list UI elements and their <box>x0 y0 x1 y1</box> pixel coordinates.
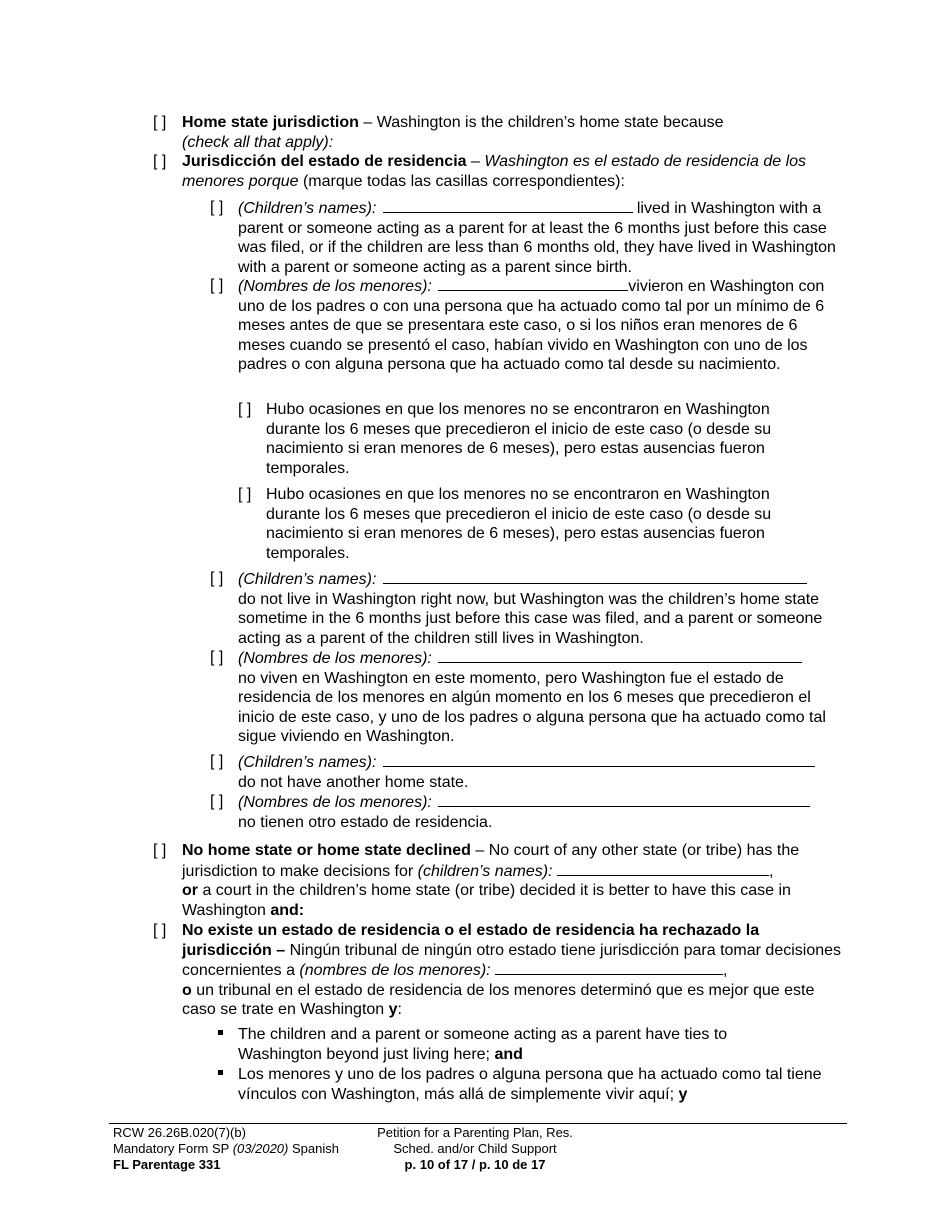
absence-2-item <box>238 485 818 563</box>
bullet-item <box>238 1065 838 1104</box>
no-home-state-en-text1: – No court of any other state (or tribe) has the jurisdiction to make decisions for <box>182 842 800 880</box>
o-label: o <box>182 981 192 999</box>
children-names-label: (Children’s names): <box>238 754 377 771</box>
checkbox[interactable]: [ ] <box>153 114 167 131</box>
lived-es-item <box>210 276 830 375</box>
menores-names-blank[interactable] <box>438 792 810 807</box>
footer-form-id: FL Parentage 331 <box>113 1157 221 1172</box>
checkbox[interactable]: [ ] <box>210 753 224 770</box>
checkbox[interactable]: [ ] <box>153 842 167 859</box>
footer-divider <box>109 1123 847 1124</box>
home-state-en-title: Home state jurisdiction <box>182 114 359 131</box>
comma: , <box>768 862 774 880</box>
menores-names-label: (Nombres de los menores): <box>238 794 432 811</box>
footer-rcw: RCW 26.26B.020(7)(b) <box>113 1125 246 1140</box>
menores-names-blank[interactable] <box>438 648 802 663</box>
footer-form-suffix: Spanish <box>288 1141 339 1156</box>
absence-2-text: Hubo ocasiones en que los menores no se encontraron en Washington durante los 6 meses que precedieron el inicio de este caso (o desde su nacimiento si eran menores de 6 meses), pero estas ausencias fueron temporales. <box>266 486 772 562</box>
absence-1-item <box>238 400 818 478</box>
no-other-es-item <box>210 792 840 832</box>
menores-names-blank[interactable] <box>438 276 628 291</box>
footer-form-prefix: Mandatory Form SP <box>113 1141 233 1156</box>
home-state-en-text: – Washington is the children’s home state because <box>358 114 724 131</box>
home-state-es-dash: – <box>466 153 485 170</box>
and-label: and: <box>270 901 305 919</box>
y-label: y <box>388 1001 398 1019</box>
checkbox[interactable]: [ ] <box>210 277 224 294</box>
footer-center <box>355 1125 595 1173</box>
no-home-state-es-title: No existe un estado de residencia o el estado de residencia ha rechazado la jurisdicción – <box>182 922 760 959</box>
checkbox[interactable]: [ ] <box>210 199 224 216</box>
lived-en-text: lived in Washington with a parent or someone acting as a parent for at least the 6 months just before this case was filed, or if the children are less than 6 months old, they have lived in Washington with a parent or someone acting as a parent since birth. <box>238 200 836 276</box>
not-now-en-text: do not live in Washington right now, but Washington was the children’s home state sometime in the 6 months just before this case was filed, and a parent or someone acting as a parent of the children still lives in Washington. <box>238 590 823 647</box>
no-other-en-text: do not have another home state. <box>238 773 469 791</box>
bullet-conj: and <box>494 1045 523 1063</box>
home-state-es-italic: Washington es el estado de residencia de los menores porque <box>182 153 807 190</box>
no-home-state-en-title: No home state or home state declined <box>182 842 471 859</box>
footer-form-date: (03/2020) <box>232 1141 289 1156</box>
footer-left <box>113 1125 373 1173</box>
footer-form <box>113 1141 373 1157</box>
bullet-text: The children and a parent or someone acting as a parent have ties to Washington beyond just living here; <box>238 1026 728 1063</box>
checkbox[interactable]: [ ] <box>210 649 224 666</box>
not-now-es-text: no viven en Washington en este momento, pero Washington fue el estado de residencia de los menores en algún momento en los 6 meses que precedieron el inicio de este caso, y uno de los padres o alguna persona que ha actuado como tal sigue viviendo en Washington. <box>238 669 826 746</box>
children-names-blank[interactable] <box>557 861 769 876</box>
lived-en-item <box>210 198 840 277</box>
colon: : <box>397 1001 402 1019</box>
checkbox[interactable]: [ ] <box>238 401 252 418</box>
bullet-text: Los menores y uno de los padres o alguna persona que ha actuado como tal tiene vínculos con Washington, más allá de simplemente vivir aquí; <box>238 1066 822 1103</box>
bullet-item <box>238 1025 798 1064</box>
menores-names-label: (nombres de los menores): <box>299 962 491 980</box>
no-home-state-en-text2: a court in the children’s home state (or tribe) decided it is better to have this case in Washington <box>182 882 791 919</box>
footer-title-2: Sched. and/or Child Support <box>393 1141 557 1156</box>
home-state-en-item <box>153 113 853 152</box>
children-names-blank[interactable] <box>383 198 633 213</box>
home-state-en-note: (check all that apply): <box>182 133 334 151</box>
no-home-state-es-text2: un tribunal en el estado de residencia de los menores determinó que es mejor que este caso se trate en Washington <box>182 981 815 1019</box>
children-names-blank[interactable] <box>383 569 807 584</box>
bullet-conj: y <box>678 1085 688 1103</box>
absence-1-text: Hubo ocasiones en que los menores no se encontraron en Washington durante los 6 meses que precedieron el inicio de este caso (o desde su nacimiento si eran menores de 6 meses), pero estas ausencias fueron temporales. <box>266 401 772 477</box>
menores-names-label: (Nombres de los menores): <box>238 650 432 667</box>
checkbox[interactable]: [ ] <box>238 486 252 503</box>
no-other-en-item <box>210 752 840 792</box>
footer-title-1: Petition for a Parenting Plan, Res. <box>377 1125 573 1140</box>
children-names-label: (Children’s names): <box>238 571 377 588</box>
no-home-state-es-item <box>153 921 853 1020</box>
bullet-icon <box>218 1030 223 1035</box>
menores-names-label: (Nombres de los menores): <box>238 278 432 295</box>
children-names-label: (Children’s names): <box>238 200 377 217</box>
no-home-state-en-item <box>153 841 853 920</box>
no-other-es-text: no tienen otro estado de residencia. <box>238 813 493 831</box>
checkbox[interactable]: [ ] <box>210 793 224 810</box>
not-now-en-item <box>210 569 840 648</box>
menores-names-blank[interactable] <box>495 960 723 975</box>
lived-es-text: vivieron en Washington con uno de los padres o con una persona que ha actuado como tal por un mínimo de 6 meses antes de que se presentara este caso, o si los niños eran menores de 6 meses cuando se presentó el caso, habían vivido en Washington con uno de los padres o con alguna persona que ha actuado como tal desde su nacimiento. <box>238 278 825 374</box>
or-label: or <box>182 882 198 900</box>
home-state-es-item <box>153 152 843 191</box>
checkbox[interactable]: [ ] <box>210 570 224 587</box>
children-names-label: (children’s names): <box>417 862 553 880</box>
footer-page: p. 10 of 17 / p. 10 de 17 <box>404 1157 546 1172</box>
checkbox[interactable]: [ ] <box>153 153 167 170</box>
comma: , <box>723 962 728 980</box>
not-now-es-item <box>210 648 840 747</box>
checkbox[interactable]: [ ] <box>153 922 167 939</box>
bullet-icon <box>218 1070 223 1075</box>
home-state-es-text: (marque todas las casillas correspondientes): <box>298 172 625 190</box>
home-state-es-title: Jurisdicción del estado de residencia <box>182 153 467 170</box>
children-names-blank[interactable] <box>383 752 815 767</box>
no-home-state-es-text1: Ningún tribunal de ningún otro estado tiene jurisdicción para tomar decisiones concernientes a <box>182 941 842 980</box>
